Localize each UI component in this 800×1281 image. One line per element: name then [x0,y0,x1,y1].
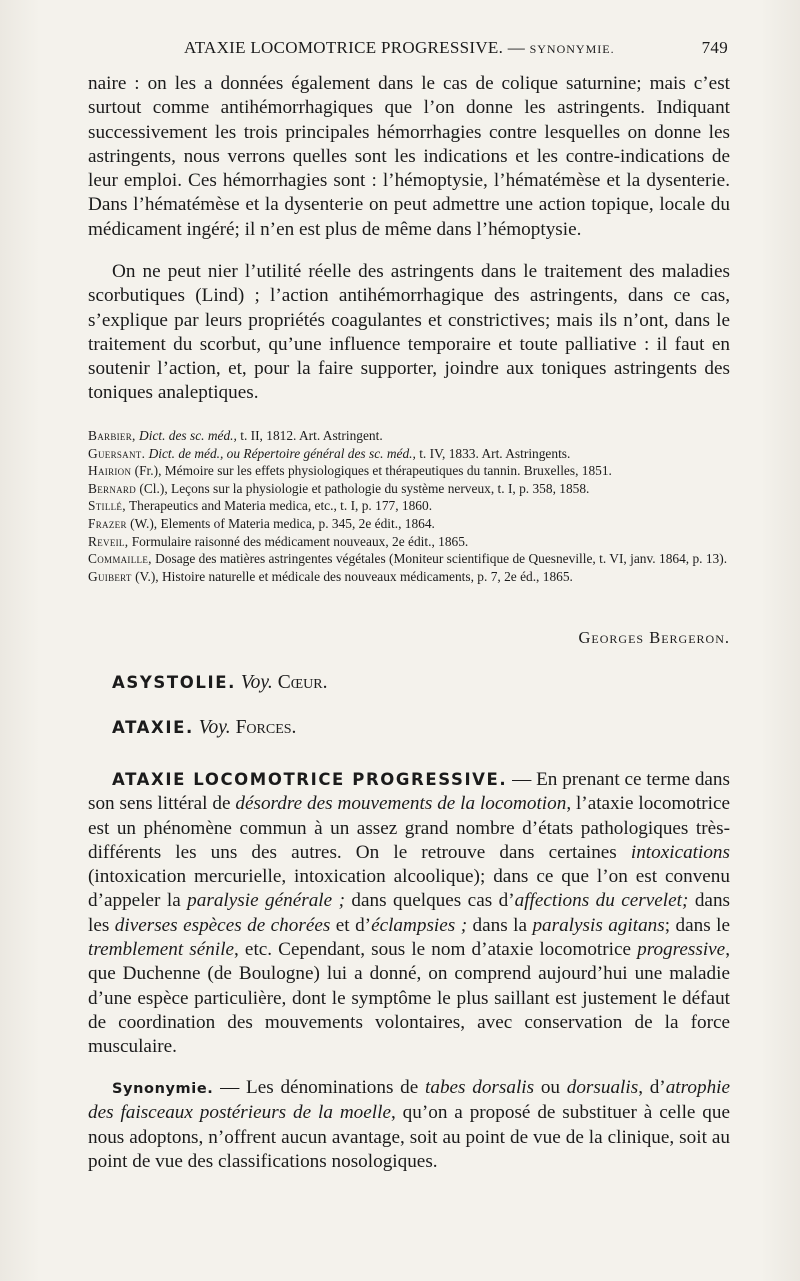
section-synonymie: Synonymie. — Les dénominations de tabes dorsalis ou dorsualis, d’atrophie des faisceaux postérieurs de la moelle, qu’on a proposé de substituer à celle que nous adoptons, n’offrent aucun avantage, soit au point de vue de la clinique, soit au point de vue des classifications nosologiques. [88,1077,731,1172]
bibliography-entry: Guersant. Dict. de méd., ou Répertoire général des sc. méd., t. IV, 1833. Art. Astringents. [88,445,571,461]
running-header [88,38,728,64]
bibliography-entry: Barbier, Dict. des sc. méd., t. II, 1812. Art. Astringent. [88,428,383,443]
paragraph-astringents-hemorrhages: naire : on les a données également dans le cas de colique saturnine; mais c’est surtout comme antihémorrhagiques que l’on donne les astringents. Indiquant successivement les trois principales hémorrhagies contre lesquelles on donne les astringents, nous verrons quelles sont les indications et les contre-indications de leur emploi. Ces hémorrhagies sont : l’hémoptysie, l’hématémèse et la dysenterie. Dans l’hématémèse et la dysenterie on peut admettre une action topique, locale du médicament ingéré; il n’en est plus de même dans l’hémoptysie. [88,73,730,240]
author-signature: Georges Bergeron. [578,628,730,647]
bibliography-entry: Guibert (V.), Histoire naturelle et médicale des nouveaux médicaments, p. 7, 2e éd., 1865. [88,568,573,584]
page-number: 749 [701,38,728,57]
entry-keyword: ATAXIE LOCOMOTRICE PROGRESSIVE. [112,770,508,789]
entry-ataxie: ATAXIE. Voy. Forces. [112,717,297,738]
entry-asystolie: ASYSTOLIE. Voy. Cœur. [112,672,328,693]
bibliography-entry: Commaille, Dosage des matières astringentes végétales (Moniteur scientifique de Quesneville, t. VI, janv. 1864, p. 13). [88,551,728,567]
bibliography [88,427,730,585]
bibliography-entry: Frazer (W.), Elements of Materia medica, p. 345, 2e édit., 1864. [88,515,435,531]
running-title: ATAXIE LOCOMOTRICE PROGRESSIVE. — SYNONYMIE. [184,38,615,57]
bibliography-entry: Stillé, Therapeutics and Materia medica, etc., t. I, p. 177, 1860. [88,498,433,514]
section-keyword: Synonymie. [112,1081,214,1097]
paragraph-scorbut: On ne peut nier l’utilité réelle des astringents dans le traitement des maladies scorbutiques (Lind) ; l’action antihémorrhagique des astringents, dans ce cas, s’explique par leurs propriétés coagulantes et constrictives; mais ils n’ont, dans le traitement du scorbut, qu’une influence temporaire et toute palliative : il faut en soutenir l’action, et, pour la faire supporter, joindre aux toniques astringents des toniques analeptiques. [88,261,730,404]
bibliography-entry: Reveil, Formulaire raisonné des médicament nouveaux, 2e édit., 1865. [88,533,469,549]
bibliography-entry: Hairion (Fr.), Mémoire sur les effets physiologiques et thérapeutiques du tannin. Bruxelles, 1851. [88,463,612,479]
entry-ataxie-locomotrice: ATAXIE LOCOMOTRICE PROGRESSIVE. — En prenant ce terme dans son sens littéral de désordre des mouvements de la locomotion, l’ataxie locomotrice est un phénomène commun à un assez grand nombre d’états pathologiques très-différents les uns des autres. On le retrouve dans certaines intoxications (intoxication mercurielle, intoxication alcoolique); dans ce que l’on est convenu d’appeler la paralysie générale ; dans quelques cas d’affections du cervelet; dans les diverses espèces de chorées et d’éclampsies ; dans la paralysis agitans; dans le tremblement sénile, etc. Cependant, sous le nom d’ataxie locomotrice progressive, que Duchenne (de Boulogne) lui a donné, on comprend aujourd’hui une maladie d’une espèce particulière, dont le symptôme le plus saillant est justement le défaut de coordination des mouvements volontaires, avec conservation de la force musculaire. [88,769,731,1058]
bibliography-entry: Bernard (Cl.), Leçons sur la physiologie et pathologie du système nerveux, t. I, p. 358, 1858. [88,480,590,496]
